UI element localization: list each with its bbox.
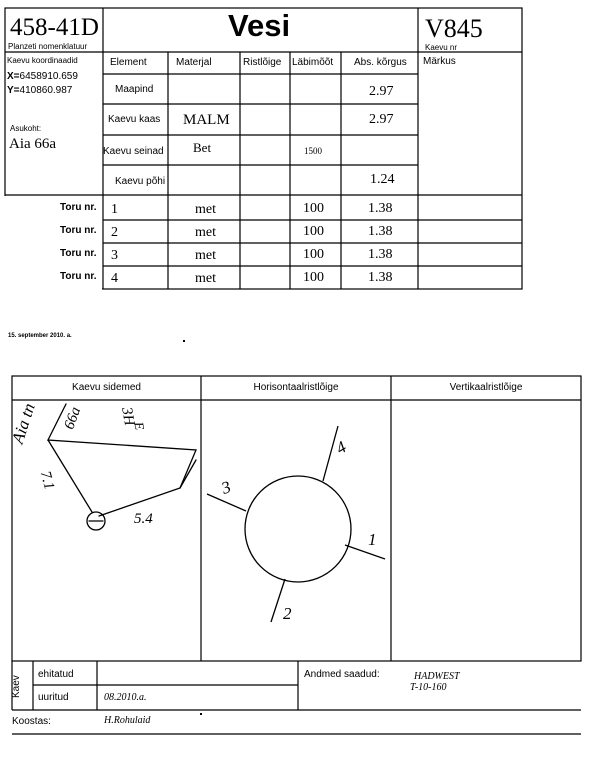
row-element-2: Kaevu seinad [103, 146, 164, 157]
handwritten-distance-a: 7.1 [36, 469, 58, 492]
pipe-korgus-1: 1.38 [368, 224, 393, 239]
row-korgus-1: 2.97 [369, 112, 394, 127]
col-header-labimoot: Läbimõõt [292, 57, 334, 68]
location-value: Aia 66a [9, 136, 57, 152]
pipe-korgus-3: 1.38 [368, 270, 393, 285]
pipe-labimoot-3: 100 [303, 270, 324, 285]
author-label: Koostas: [12, 716, 51, 727]
pipe-marker-2: 2 [283, 604, 292, 623]
sketch-header-connections: Kaevu sidemed [72, 382, 141, 393]
col-header-element: Element [110, 57, 147, 68]
row-element-1: Kaevu kaas [108, 114, 161, 125]
sketch-header-vertical: Vertikaalristlõige [449, 382, 523, 393]
source-value-2: T-10-160 [410, 682, 447, 693]
well-number: V845 [425, 14, 483, 43]
pipe-label-2: Toru nr. [60, 248, 97, 259]
remarks-label: Märkus [423, 56, 456, 67]
built-label: ehitatud [38, 669, 74, 680]
row-labimoot-2: 1500 [304, 146, 322, 156]
handwritten-house: 66a [61, 405, 85, 432]
pipe-materjal-3: met [195, 271, 216, 286]
row-element-3: Kaevu põhi [115, 176, 166, 187]
location-label: Asukoht: [10, 124, 42, 133]
page-title: Vesi [228, 8, 291, 43]
pipe-materjal-2: met [195, 248, 216, 263]
row-korgus-3: 1.24 [370, 172, 395, 187]
coord-y-label: Y= [7, 85, 20, 96]
sketch-header-horizontal: Horisontaalristlõige [253, 382, 339, 393]
pipe-korgus-0: 1.38 [368, 201, 393, 216]
author-value: H.Rohulaid [104, 715, 151, 726]
pipe-materjal-0: met [195, 202, 216, 217]
kaev-label: Kaev [11, 675, 22, 698]
handwritten-distance-b: 5.4 [134, 511, 153, 527]
measured-label: uuritud [38, 692, 69, 703]
pipe-label-3: Toru nr. [60, 271, 97, 282]
coord-x-value: 6458910.659 [19, 71, 78, 82]
pipe-label-0: Toru nr. [60, 202, 97, 213]
nomenclature-label: Planzeti nomenklatuur [8, 42, 88, 51]
coord-y-value: 410860.987 [19, 85, 73, 96]
pipe-marker-4: 4 [332, 437, 350, 458]
coords-label: Kaevu koordinaadid [7, 56, 78, 65]
scan-dot-footer [200, 713, 202, 715]
coord-x-label: X= [7, 71, 20, 82]
col-header-materjal: Materjal [176, 57, 212, 68]
pipe-marker-3: 3 [218, 477, 234, 498]
handwritten-street: Aia tn [8, 400, 39, 446]
nomenclature-value: 458-41D [10, 14, 99, 41]
date-line: 15. september 2010. a. [8, 333, 72, 339]
row-materjal-2: Bet [193, 140, 212, 155]
pipe-nr-0: 1 [111, 202, 118, 217]
source-value-1: HADWEST [414, 671, 460, 682]
well-number-label: Kaevu nr [425, 43, 458, 52]
pipe-nr-1: 2 [111, 225, 118, 240]
handwritten-house-b: 3H [118, 405, 138, 427]
row-element-0: Maapind [115, 84, 154, 95]
pipe-materjal-1: met [195, 225, 216, 240]
handwritten-house-c: E [131, 420, 148, 432]
pipe-labimoot-0: 100 [303, 201, 324, 216]
pipe-marker-1: 1 [368, 530, 377, 549]
pipe-labimoot-1: 100 [303, 224, 324, 239]
col-header-korgus: Abs. kõrgus [354, 57, 407, 68]
pipe-nr-2: 3 [111, 248, 118, 263]
row-korgus-0: 2.97 [369, 84, 394, 99]
pipe-label-1: Toru nr. [60, 225, 97, 236]
col-header-ristloige: Ristlõige [243, 57, 282, 68]
pipe-nr-3: 4 [111, 271, 118, 286]
source-label: Andmed saadud: [304, 669, 380, 680]
measured-value: 08.2010.a. [104, 692, 147, 703]
row-materjal-1: MALM [183, 112, 230, 128]
pipe-labimoot-2: 100 [303, 247, 324, 262]
pipe-korgus-2: 1.38 [368, 247, 393, 262]
